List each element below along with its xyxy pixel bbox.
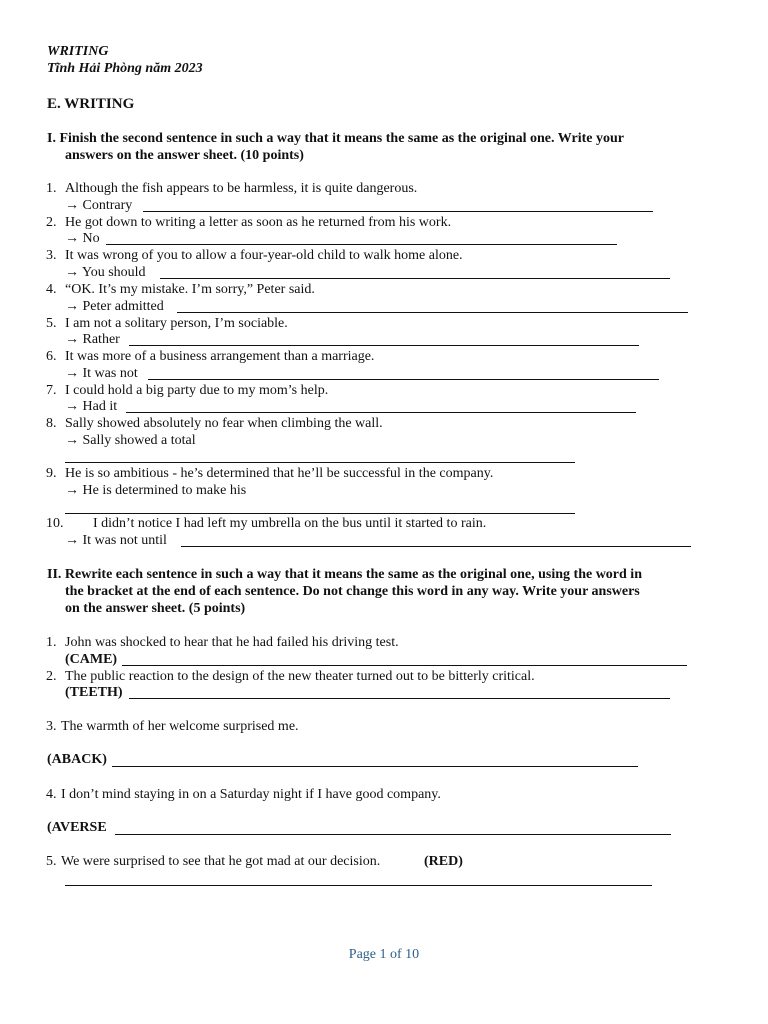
- part2-item-keyword: (CAME): [65, 652, 118, 667]
- part1-item-sentence: He got down to writing a letter as soon as he returned from his work.: [65, 215, 452, 230]
- answer-line[interactable]: [65, 513, 575, 514]
- part1-item-sentence: He is so ambitious - he’s determined that he’ll be successful in the company.: [65, 466, 494, 481]
- part1-item-sentence: I didn’t notice I had left my umbrella on the bus until it started to rain.: [93, 516, 487, 531]
- page-number: Page 1 of 10: [348, 947, 420, 962]
- header-line-2: Tĩnh Hải Phòng năm 2023: [47, 61, 203, 76]
- answer-line[interactable]: [129, 345, 639, 346]
- answer-line[interactable]: [177, 312, 688, 313]
- part1-item-prompt: → Had it: [65, 399, 118, 414]
- part2-item-number: 1.: [46, 635, 57, 650]
- answer-line[interactable]: [115, 834, 671, 835]
- answer-line[interactable]: [65, 885, 652, 886]
- part1-item-prompt: → It was not: [65, 366, 138, 381]
- part1-item-prompt: → It was not until: [65, 533, 167, 548]
- part1-item-sentence: It was more of a business arrangement than a marriage.: [65, 349, 375, 364]
- answer-line[interactable]: [126, 412, 636, 413]
- part2-instruction-line-2: the bracket at the end of each sentence. Do not change this word in any way. Write your answers: [65, 584, 640, 599]
- answer-line[interactable]: [129, 698, 670, 699]
- part2-item-keyword: (TEETH): [65, 685, 123, 700]
- part1-item-prompt: → No: [65, 231, 100, 246]
- part2-item-number: 5.: [46, 854, 57, 869]
- part2-item-sentence: John was shocked to hear that he had failed his driving test.: [65, 635, 399, 650]
- answer-line[interactable]: [181, 546, 691, 547]
- header-line-1: WRITING: [47, 44, 109, 59]
- part1-item-prompt: → Rather: [65, 332, 120, 347]
- part1-item-sentence: It was wrong of you to allow a four-year-old child to walk home alone.: [65, 248, 463, 263]
- part1-item-sentence: “OK. It’s my mistake. I’m sorry,” Peter said.: [65, 282, 315, 297]
- part2-item-keyword: (RED): [424, 854, 463, 869]
- part1-item-sentence: I am not a solitary person, I’m sociable.: [65, 316, 288, 331]
- part1-item-number: 1.: [46, 181, 57, 196]
- part1-item-prompt: → He is determined to make his: [65, 483, 247, 498]
- part1-item-number: 7.: [46, 383, 57, 398]
- answer-line[interactable]: [122, 665, 687, 666]
- answer-line[interactable]: [112, 766, 638, 767]
- part2-item-number: 4.: [46, 787, 57, 802]
- part1-item-prompt: → Peter admitted: [65, 299, 164, 314]
- part1-item-prompt: → Sally showed a total: [65, 433, 196, 448]
- answer-line[interactable]: [106, 244, 617, 245]
- answer-line[interactable]: [148, 379, 659, 380]
- part1-instruction-line-1: I. Finish the second sentence in such a way that it means the same as the original one. Write your: [47, 131, 624, 146]
- part2-item-sentence: The warmth of her welcome surprised me.: [61, 719, 299, 734]
- part2-item-sentence: I don’t mind staying in on a Saturday night if I have good company.: [61, 787, 441, 802]
- part1-item-number: 2.: [46, 215, 57, 230]
- section-title: E. WRITING: [47, 96, 135, 112]
- part1-item-number: 3.: [46, 248, 57, 263]
- part2-item-keyword: (ABACK): [47, 752, 107, 767]
- part1-item-prompt: → You should: [65, 265, 146, 280]
- part1-item-number: 10.: [46, 516, 64, 531]
- part1-instruction-line-2: answers on the answer sheet. (10 points): [65, 148, 304, 163]
- part1-item-sentence: I could hold a big party due to my mom’s help.: [65, 383, 329, 398]
- part2-item-number: 2.: [46, 669, 57, 684]
- part1-item-prompt: → Contrary: [65, 198, 133, 213]
- part1-item-number: 4.: [46, 282, 57, 297]
- answer-line[interactable]: [143, 211, 653, 212]
- answer-line[interactable]: [160, 278, 670, 279]
- part1-item-sentence: Although the fish appears to be harmless, it is quite dangerous.: [65, 181, 418, 196]
- part1-item-number: 9.: [46, 466, 57, 481]
- part2-item-number: 3.: [46, 719, 57, 734]
- part1-item-number: 8.: [46, 416, 57, 431]
- part1-item-sentence: Sally showed absolutely no fear when climbing the wall.: [65, 416, 383, 431]
- part2-instruction-line-3: on the answer sheet. (5 points): [65, 601, 246, 616]
- part1-item-number: 5.: [46, 316, 57, 331]
- part2-instruction-line-1: II. Rewrite each sentence in such a way that it means the same as the original one, using the word in: [47, 567, 642, 582]
- part2-item-keyword: (AVERSE: [47, 820, 107, 835]
- part2-item-sentence: The public reaction to the design of the new theater turned out to be bitterly critical.: [65, 669, 535, 684]
- part1-item-number: 6.: [46, 349, 57, 364]
- part2-item-sentence: We were surprised to see that he got mad at our decision.: [61, 854, 381, 869]
- answer-line[interactable]: [65, 462, 575, 463]
